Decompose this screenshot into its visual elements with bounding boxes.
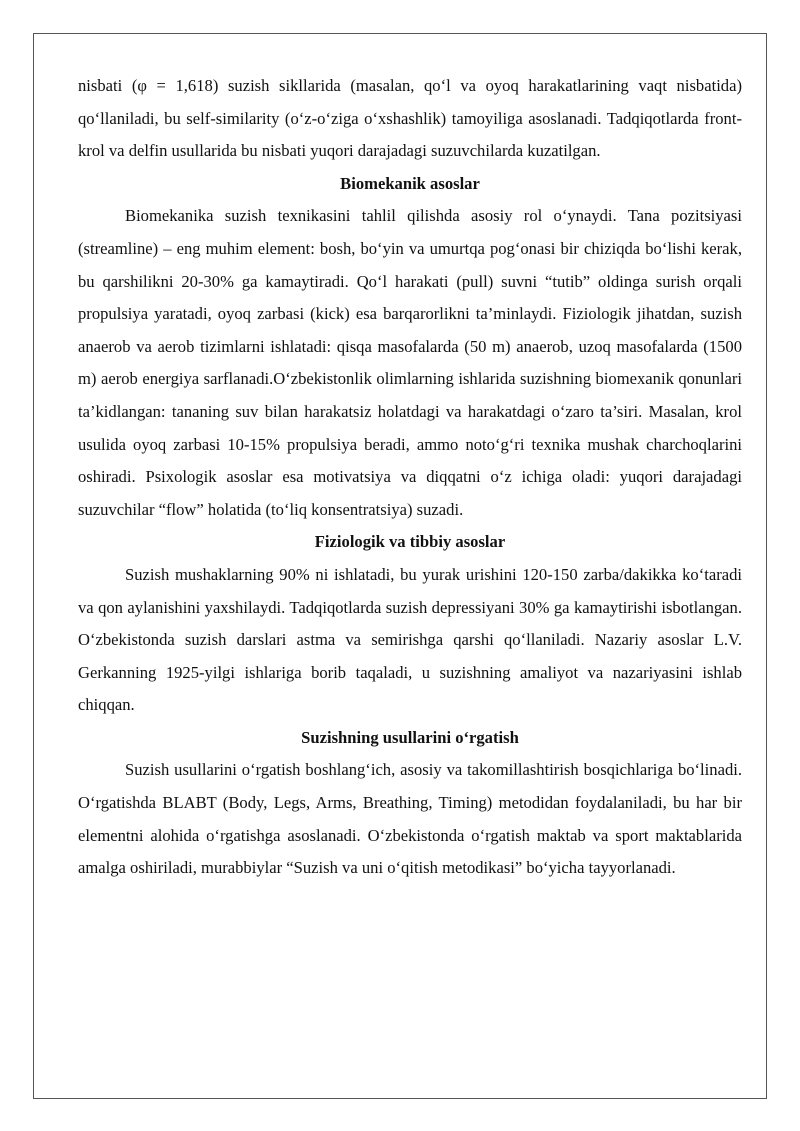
- section-heading-usullar: Suzishning usullarini o‘rgatish: [301, 727, 519, 747]
- section-heading-fiziologik: Fiziologik va tibbiy asoslar: [314, 532, 506, 552]
- paragraph-usullar: Suzish usullarini o‘rgatish boshlang‘ich, asosiy va takomillashtirish bosqichlariga bo‘linadi. O‘rgatishda BLABT (Body, Legs, Arms, Breathing, Timing) metodidan foydalaniladi, bu har bir elementni alohida o‘rgatishga asoslanadi. O‘zbekistonda o‘rgatish maktab va sport maktablarida amalga oshiriladi, murabbiylar “Suzish va uni o‘qitish metodikasi” bo‘yicha tayyorlanadi.: [78, 760, 742, 878]
- section-heading-biomekanik: Biomekanik asoslar: [340, 173, 480, 193]
- paragraph-fiziologik: Suzish mushaklarning 90% ni ishlatadi, bu yurak urishini 120-150 zarba/dakikka ko‘taradi va qon aylanishini yaxshilaydi. Tadqiqotlarda suzish depressiyani 30% ga kamaytirishi isbotlangan. O‘zbekistonda suzish darslari astma va semirishga qarshi qo‘llaniladi. Nazariy asoslar L.V. Gerkanning 1925-yilgi ishlariga borib taqaladi, u suzishning amaliyot va nazariyasini ishlab chiqqan.: [78, 564, 742, 715]
- document-body: [78, 70, 742, 885]
- paragraph-biomekanik: Biomekanika suzish texnikasini tahlil qilishda asosiy rol o‘ynaydi. Tana pozitsiyasi (streamline) – eng muhim element: bosh, bo‘yin va umurtqa pog‘onasi bir chiziqda bo‘lishi kerak, bu qarshilikni 20-30% ga kamaytiradi. Qo‘l harakati (pull) suvni “tutib” oldinga surish orqali propulsiya yaratadi, oyoq zarbasi (kick) esa barqarorlikni ta’minlaydi. Fiziologik jihatdan, suzish anaerob va aerob tizimlarni ishlatadi: qisqa masofalarda (50 m) anaerob, uzoq masofalarda (1500 m) aerob energiya sarflanadi.O‘zbekistonlik olimlarning ishlarida suzishning biomexanik qonunlari ta’kidlangan: tananing suv bilan harakatsiz holatdagi va harakatdagi o‘zaro ta’siri. Masalan, krol usulida oyoq zarbasi 10-15% propulsiya beradi, ammo noto‘g‘ri texnika mushak charchoqlarini oshiradi. Psixologik asoslar esa motivatsiya va diqqatni o‘z ichiga oladi: yuqori darajadagi suzuvchilar “flow” holatida (to‘liq konsentratsiya) suzadi.: [78, 206, 742, 519]
- paragraph-intro-continuation: nisbati (φ = 1,618) suzish sikllarida (masalan, qo‘l va oyoq harakatlarining vaqt nisbatida) qo‘llaniladi, bu self-similarity (o‘z-o‘ziga o‘xshashlik) tamoyiliga asoslanadi. Tadqiqotlarda front-krol va delfin usullarida bu nisbati yuqori darajadagi suzuvchilarda kuzatilgan.: [78, 76, 742, 161]
